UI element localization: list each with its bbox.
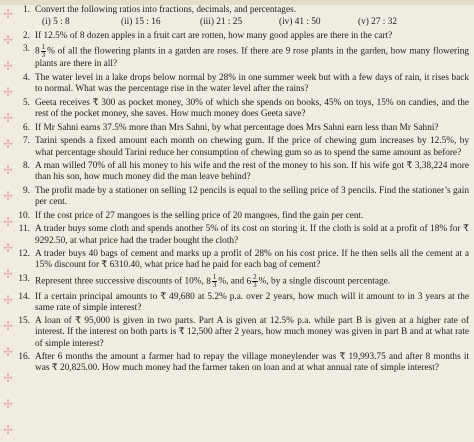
option-iv: (iv) 41 : 50 bbox=[279, 17, 321, 28]
question-text: Convert the following ratios into fractions, decimals, and percentages. bbox=[35, 5, 297, 15]
question-text: The profit made by a stationer on selling 12 pencils is equal to the selling price of 3 pencils. Find the stationer’s gain per cent. bbox=[35, 185, 469, 208]
option-ii: (ii) 15 : 16 bbox=[121, 17, 161, 28]
question-number: 3. bbox=[23, 44, 30, 55]
fraction bbox=[212, 274, 218, 289]
question-text: Geeta receives ₹ 300 as pocket money, 30% of which she spends on books, 45% on toys, 15% on candies, and the rest of the pocket money, she saves. How much money does Geeta save? bbox=[35, 97, 469, 120]
question-number: 6. bbox=[23, 122, 30, 133]
question-11 bbox=[17, 224, 469, 246]
question-number: 7. bbox=[23, 136, 30, 147]
question-text: After 6 months the amount a farmer had to repay the village moneylender was ₹ 19,993.75 and after 8 months it was ₹ 20,825.00. How much money had the farmer taken on loan and at what annual rate of simple interest? bbox=[35, 352, 469, 374]
ratio-options bbox=[35, 17, 469, 28]
question-12 bbox=[17, 249, 469, 271]
question-5 bbox=[17, 98, 469, 120]
fraction bbox=[252, 274, 258, 289]
question-7 bbox=[17, 136, 469, 158]
left-border-decoration: ✢ ✢ ✢ ✢ ✢ ✢ ✢ ✢ ✢ ✢ ✢ ✢ ✢ ✢ ✢ ✢ ✢ bbox=[3, 7, 14, 437]
question-text: The water level in a lake drops below normal by 28% in one summer week but with a few days of rain, it rises back to normal. What was the percentage rise in the water level after the rains? bbox=[35, 73, 469, 95]
question-number: 2. bbox=[23, 30, 30, 41]
question-text-start: Represent three successive discounts of 10%, bbox=[35, 276, 204, 287]
question-6 bbox=[17, 123, 469, 134]
fraction-numerator: 2 bbox=[253, 273, 257, 281]
question-9 bbox=[17, 186, 469, 208]
question-number: 16. bbox=[18, 352, 30, 363]
question-number: 10. bbox=[18, 210, 30, 221]
question-number: 13. bbox=[18, 274, 30, 284]
fraction-denominator: 3 bbox=[212, 281, 217, 289]
question-4 bbox=[17, 73, 469, 95]
question-text: If a certain principal amounts to ₹ 49,680 at 5.2% p.a. over 2 years, how much will it amount to in 3 years at the same rate of simple interest? bbox=[35, 291, 469, 313]
question-number: 12. bbox=[18, 249, 30, 260]
mixed-number-whole: 8 bbox=[206, 276, 211, 287]
question-text: A man willed 70% of all his money to his wife and the rest of the money to his son. If his wife got ₹ 3,38,224 more than his son, how much money did the man leave behind? bbox=[35, 161, 469, 183]
question-text: If Mr Sahni earns 37.5% more than Mrs Sahni, by what percentage does Mrs Sahni earn less than Mr Sahni? bbox=[35, 122, 439, 133]
question-3 bbox=[17, 44, 469, 70]
question-1 bbox=[17, 5, 469, 28]
question-8 bbox=[17, 161, 469, 183]
question-number: 8. bbox=[23, 161, 30, 172]
fraction bbox=[41, 44, 47, 59]
question-14 bbox=[17, 292, 469, 314]
mixed-number-whole: 8 bbox=[35, 47, 40, 58]
question-text-middle: %, and bbox=[218, 276, 245, 287]
question-list bbox=[17, 5, 469, 377]
fraction-numerator: 1 bbox=[41, 43, 46, 52]
question-text: % of all the flowering plants in a garden are roses. If there are 9 rose plants in the garden, how many flowering plants are there in all? bbox=[35, 47, 469, 70]
fraction-denominator: 3 bbox=[41, 51, 46, 60]
option-i: (i) 5 : 8 bbox=[42, 17, 70, 28]
option-iii: (iii) 21 : 25 bbox=[200, 17, 243, 28]
question-text: A trader buys 40 bags of cement and marks up a profit of 28% on his cost price. If he then sells all the cement at a 15% discount for ₹ 6310.40, what price had he paid for each bag of cement? bbox=[35, 249, 469, 271]
fraction-numerator: 1 bbox=[212, 273, 217, 281]
question-text: A trader buys some cloth and spends another 5% of its cost on storing it. If the cloth is sold at a profit of 18% for ₹ 9292.50, at what price had the trader bought the cloth? bbox=[35, 224, 469, 246]
option-v: (v) 27 : 32 bbox=[358, 17, 397, 28]
mixed-number-whole: 6 bbox=[246, 276, 252, 287]
question-text-end: %, by a single discount percentage. bbox=[258, 276, 391, 287]
question-number: 11. bbox=[18, 224, 30, 235]
question-number: 1. bbox=[23, 5, 30, 15]
question-text: Tarini spends a fixed amount each month on chewing gum. If the price of chewing gum increases by 12.5%, by what percentage should Tarini reduce her consumption of chewing gum so as to spend the same amount as before? bbox=[35, 136, 469, 158]
question-number: 5. bbox=[23, 97, 30, 108]
question-text: A loan of ₹ 95,000 is given in two parts. Part A is given at 12.5% p.a. while part B is given at a higher rate of interest. If the interest on both parts is ₹ 12,500 after 2 years, how much money was given in part B and at what rate of simple interest? bbox=[35, 316, 469, 349]
question-number: 4. bbox=[23, 73, 30, 84]
question-number: 14. bbox=[18, 291, 30, 302]
question-number: 15. bbox=[18, 316, 30, 327]
question-2 bbox=[17, 31, 469, 42]
question-text: If the cost price of 27 mangoes is the selling price of 20 mangoes, find the gain per cent. bbox=[35, 210, 364, 221]
question-text: If 12.5% of 8 dozen apples in a fruit cart are rotten, how many good apples are there in the cart? bbox=[35, 30, 393, 41]
question-number: 9. bbox=[23, 185, 30, 196]
question-16 bbox=[17, 352, 469, 374]
fraction-denominator: 3 bbox=[253, 281, 257, 289]
question-13 bbox=[17, 274, 469, 289]
question-10 bbox=[17, 211, 469, 222]
question-15 bbox=[17, 316, 469, 349]
